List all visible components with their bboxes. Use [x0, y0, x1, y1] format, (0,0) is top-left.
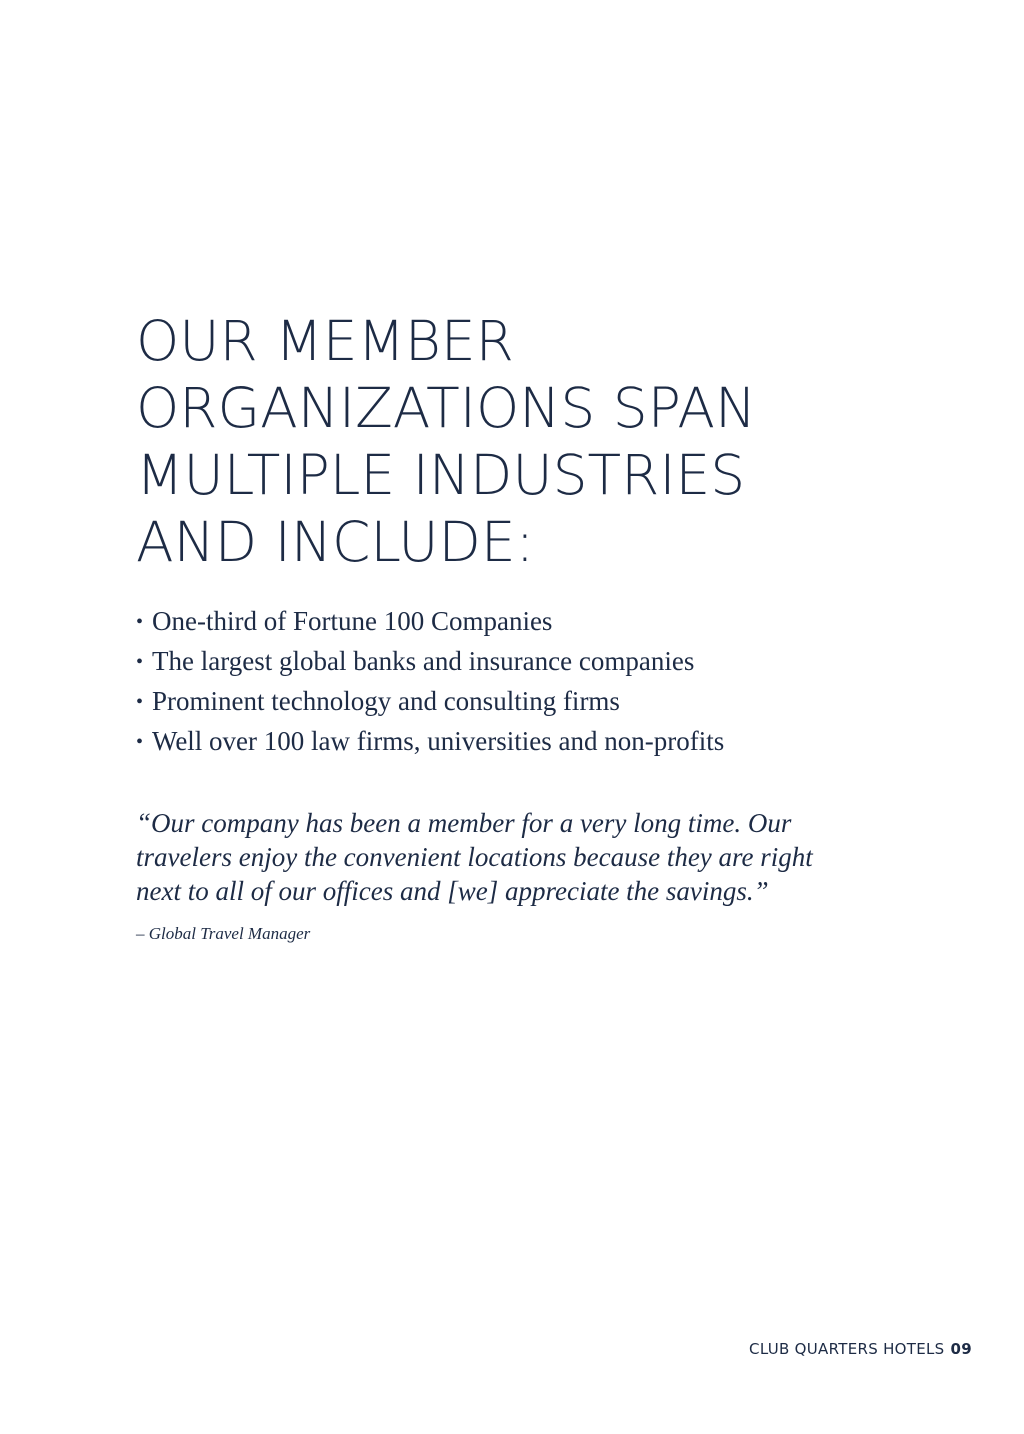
bullet-marker: • — [136, 651, 144, 673]
list-item-text: Prominent technology and consulting firms — [152, 686, 620, 716]
page-footer — [749, 1339, 972, 1359]
quote-line: “Our company has been a member for a very long time. Our — [136, 808, 792, 838]
list-item — [136, 722, 724, 762]
heading-line: AND INCLUDE: — [136, 510, 535, 574]
list-item — [136, 602, 724, 642]
heading-line: ORGANIZATIONS SPAN — [136, 376, 757, 440]
bullet-marker: • — [136, 731, 144, 753]
quote-line: next to all of our offices and [we] appreciate the savings.” — [136, 876, 769, 906]
list-item — [136, 642, 724, 682]
bullet-marker: • — [136, 611, 144, 633]
list-item-text: One-third of Fortune 100 Companies — [152, 606, 553, 636]
industry-list — [136, 602, 724, 762]
testimonial-quote — [136, 806, 876, 908]
quote-attribution: – Global Travel Manager — [136, 924, 311, 943]
quote-line: travelers enjoy the convenient locations because they are right — [136, 842, 813, 872]
page-heading — [136, 308, 896, 576]
bullet-marker: • — [136, 691, 144, 713]
heading-line: MULTIPLE INDUSTRIES — [136, 443, 746, 507]
page-number: 09 — [950, 1340, 972, 1358]
heading-line: OUR MEMBER — [136, 309, 514, 373]
list-item — [136, 682, 724, 722]
list-item-text: Well over 100 law firms, universities and non-profits — [152, 726, 725, 756]
list-item-text: The largest global banks and insurance companies — [152, 646, 695, 676]
footer-brand: CLUB QUARTERS HOTELS — [749, 1340, 945, 1358]
